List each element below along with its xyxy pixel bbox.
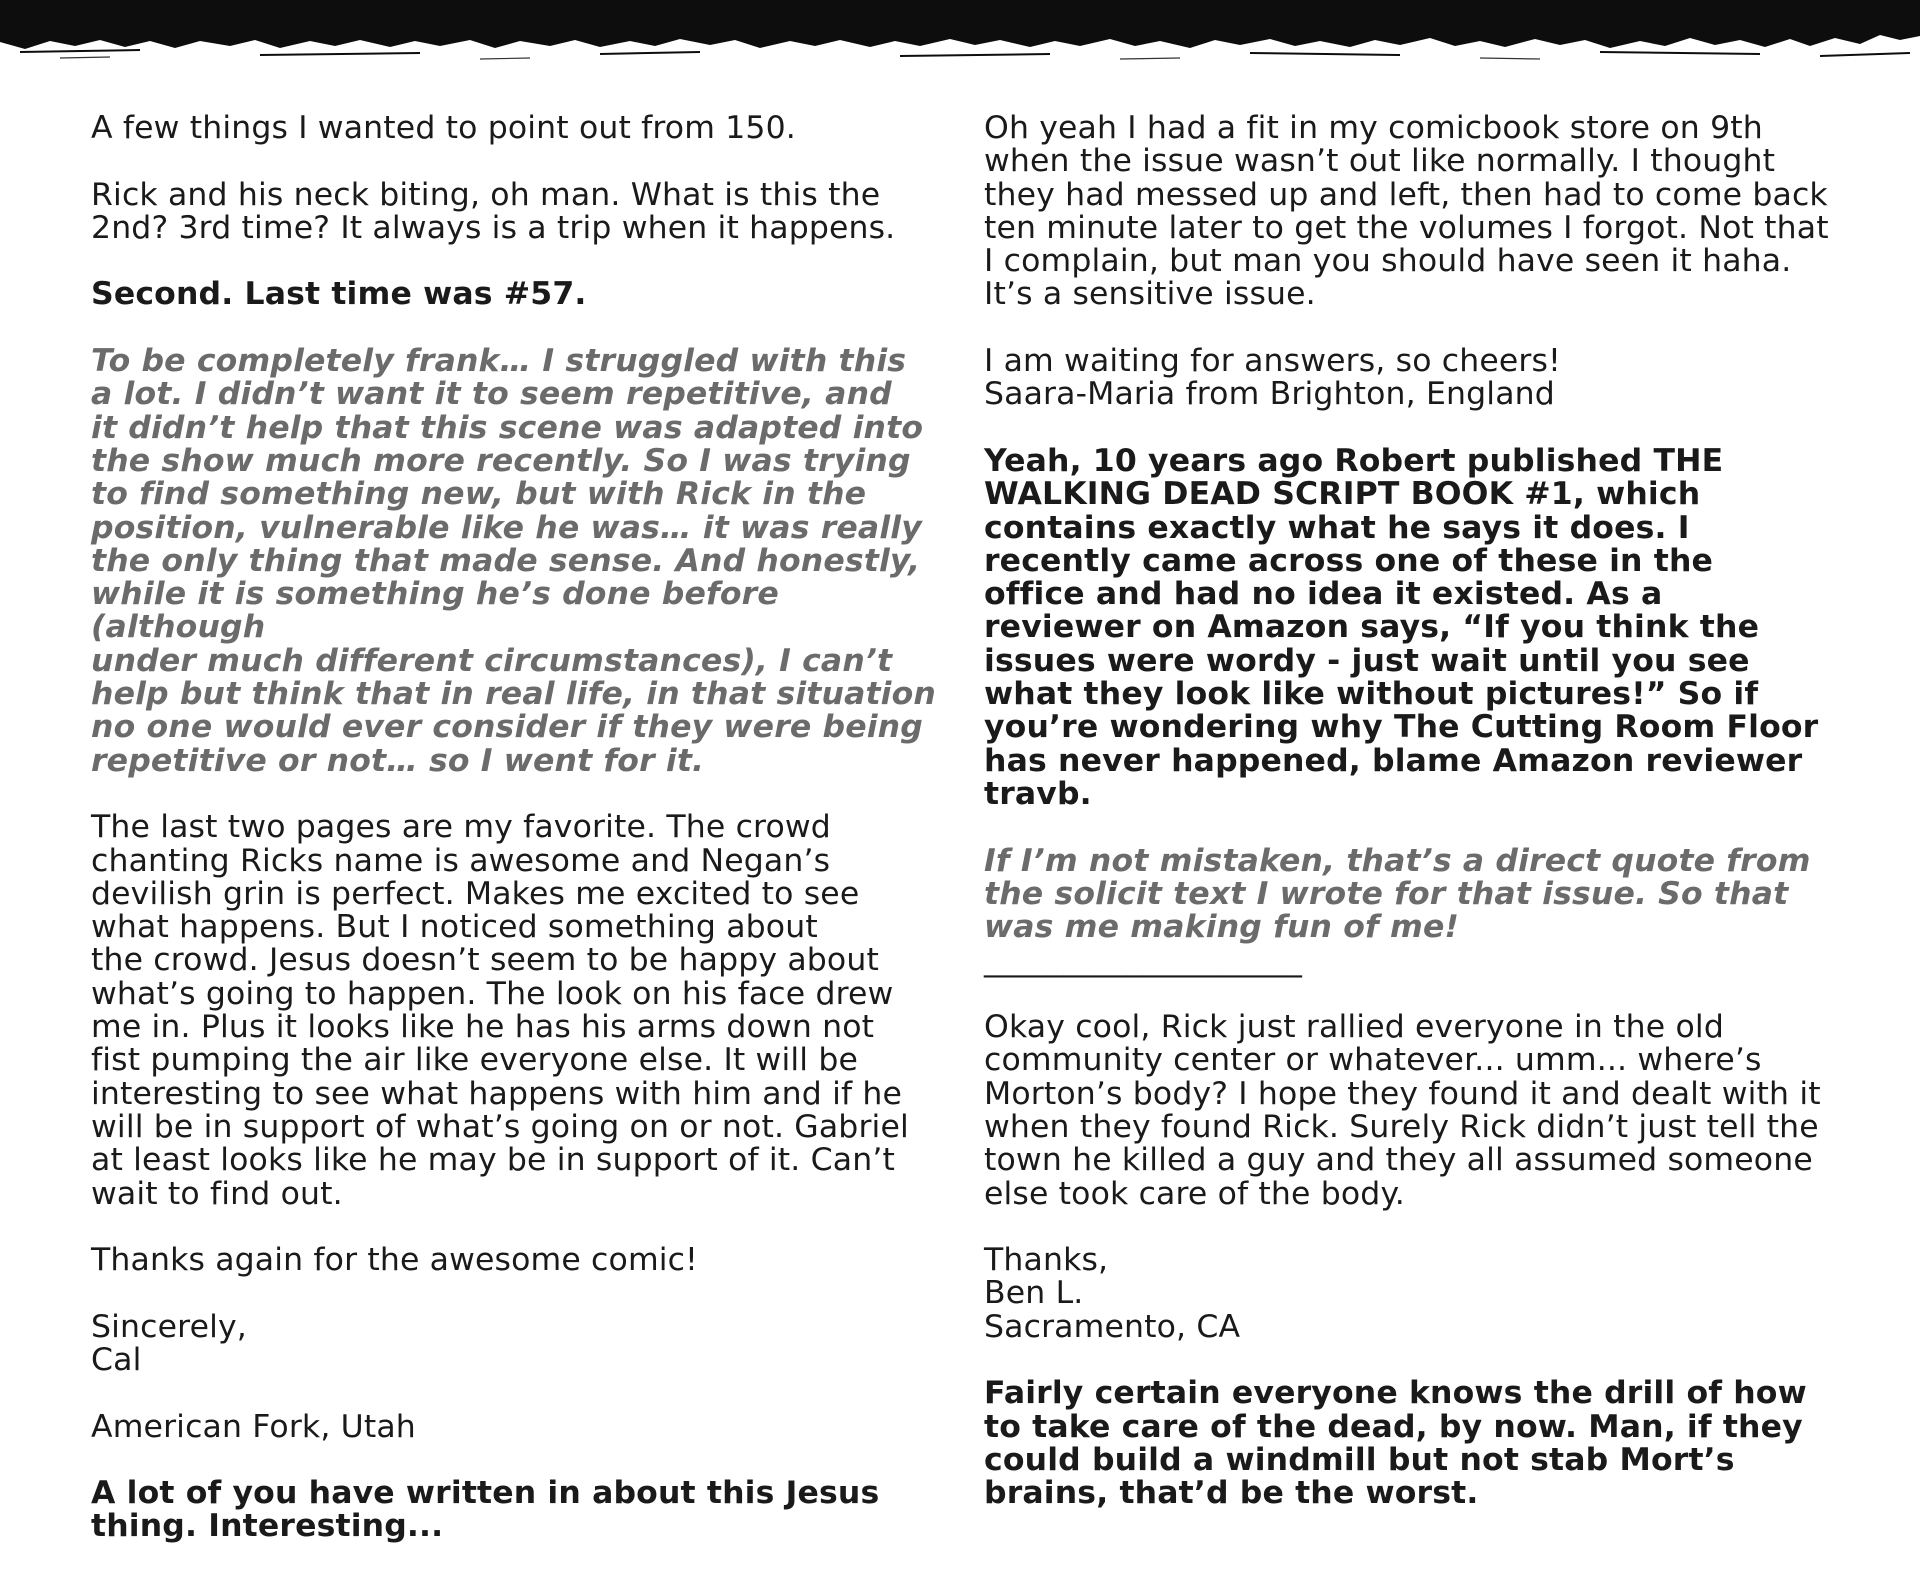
editor-note: To be completely frank… I struggled with this a lot. I didn’t want it to seem repetitive, and it didn’t help that this scene was adapted into the show much more recently. So I was trying to find something new, but with Rick in the position, vulnerable like he was… it was really the only thing that made sense. And honestly, while it is something he’s done before (although under much different circumstances), I can’t help but think that in real life, in that situation no one would ever consider if they were being repetitive or not… so I went for it. [91, 343, 936, 779]
letter-paragraph: I am waiting for answers, so cheers! Saara-Maria from Brighton, England [984, 343, 1561, 413]
editor-note: If I’m not mistaken, that’s a direct quote from the solicit text I wrote for that issue. So that was me making fun of me! [984, 842, 1811, 946]
right-column [984, 112, 1864, 1544]
letter-signoff: Sincerely, Cal [91, 1308, 247, 1378]
editor-reply: Second. Last time was #57. [91, 276, 587, 313]
editor-reply: Fairly certain everyone knows the drill of how to take care of the dead, by now. Man, if they could build a windmill but not stab Mort’s brains, that’d be the worst. [984, 1375, 1807, 1512]
letter-paragraph: A few things I wanted to point out from 150. [91, 110, 796, 146]
letter-location: American Fork, Utah [91, 1408, 416, 1445]
letter-paragraph: Rick and his neck biting, oh man. What is this the 2nd? 3rd time? It always is a trip when it happens. [91, 176, 896, 246]
brush-stroke-header [0, 0, 1920, 72]
section-divider: ____________________ [984, 942, 1302, 979]
letter-paragraph: Okay cool, Rick just rallied everyone in the old community center or whatever... umm... where’s Morton’s body? I hope they found it and dealt with it when they found Rick. Surely Rick didn’t just tell the town he killed a guy and they all assumed someone else took care of the body. [984, 1009, 1821, 1212]
left-column [91, 112, 951, 1577]
letter-paragraph: Oh yeah I had a fit in my comicbook store on 9th when the issue wasn’t out like normally. I thought they had messed up and left, then had to come back ten minute later to get the volumes I forgot. Not that I complain, but man you should have seen it haha. It’s a sensitive issue. [984, 110, 1829, 313]
letter-paragraph: The last two pages are my favorite. The crowd chanting Ricks name is awesome and Negan’s devilish grin is perfect. Makes me excited to see what happens. But I noticed something about the crowd. Jesus doesn’t seem to be happy about what’s going to happen. The look on his face drew me in. Plus it looks like he has his arms down not fist pumping the air like everyone else. It will be interesting to see what happens with him and if he will be in support of what’s going on or not. Gabriel at least looks like he may be in support of it. Can’t wait to find out. [91, 809, 909, 1212]
letter-paragraph: Thanks again for the awesome comic! [91, 1242, 698, 1279]
editor-reply: A lot of you have written in about this Jesus thing. Interesting... [91, 1475, 880, 1545]
letter-signoff: Thanks, Ben L. Sacramento, CA [984, 1242, 1241, 1345]
editor-reply: Yeah, 10 years ago Robert published THE WALKING DEAD SCRIPT BOOK #1, which contains exactly what he says it does. I recently came across one of these in the office and had no idea it existed. As a reviewer on Amazon says, “If you think the issues were wordy - just wait until you see what they look like without pictures!” So if you’re wondering why The Cutting Room Floor has never happened, blame Amazon reviewer travb. [984, 442, 1819, 812]
